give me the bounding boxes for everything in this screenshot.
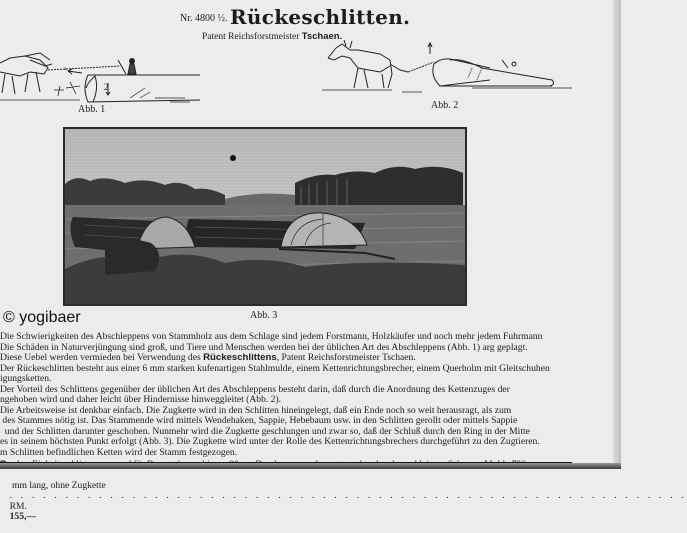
figure-abb1	[0, 48, 200, 108]
price-amount: 155,—	[9, 511, 36, 523]
text-line	[0, 364, 574, 375]
svg-text:2: 2	[104, 82, 109, 92]
text-line-content: m Schlitten befindlichen Ketten wird der Stamm festgezogen.	[0, 447, 238, 459]
text-line-content: Die Arbeitsweise ist denkbar einfach. Die Zugkette wird in den Schlitten hineingelegt, daß ein Ende noch so weit herausragt, als zum	[0, 404, 512, 416]
horses-dragging-log-illustration	[0, 48, 200, 108]
text-line	[0, 448, 574, 459]
text-line-content: Der Vorteil des Schlittens gegenüber der üblichen Art des Abschleppens besteht darin, daß durch die Anordnung des Kettenzuges der	[0, 383, 510, 395]
figure-abb3-image	[63, 127, 467, 306]
horse-pulling-sled-illustration	[322, 38, 572, 100]
description-text	[0, 331, 687, 523]
price-item: mm lang, ohne Zugkette	[9, 479, 106, 491]
text-line-content: und der Schlitten darunter geschoben. Nunmehr wird die Zugkette geschlungen und zwar so, daß der Schluß durch den Ring in der Mitte	[0, 425, 530, 437]
leader-dots: . . . . . . . . . . . . . . . . . . . . . . . . . . . . . . . . . . . . . . . . . . . . . . . . . . . . . . . . . . . . .	[9, 490, 687, 502]
figure-abb2	[322, 38, 572, 100]
page-edge-shadow	[613, 0, 621, 469]
page-title: Rückeschlitten.	[230, 5, 411, 29]
product-name-bold: Rückeschlittens	[203, 352, 277, 364]
subtitle-name: Tschaen.	[301, 31, 343, 42]
forest-clearing-logs-engraving	[65, 129, 465, 304]
figure-abb1-caption: Abb. 1	[78, 104, 106, 115]
price-currency: RM.	[9, 500, 30, 512]
svg-text:a: a	[64, 67, 67, 72]
text-line-content: Der Rückeschlitten besteht aus einer 6 mm starken kufenartigen Stahlmulde, einem Kettenrichtungsbrecher, einem Querholm mit Gleitschuhen	[0, 362, 550, 374]
figure-abb3-caption: Abb. 3	[250, 310, 278, 321]
price-amount-line	[0, 470, 687, 523]
text-line-content: Diese Uebel werden vermieden bei Verwendung des	[0, 352, 204, 364]
catalog-number: Nr. 4800 ½.	[180, 13, 228, 24]
text-line-content: es in seinem höchsten Punkt erfolgt (Abb. 3). Die Zugkette wird unter der Rolle des Kettenrichtungsbrechers durchgeführt zu den Zugtieren.	[0, 436, 540, 448]
text-line-content: Die Schwierigkeiten des Abschleppens von Stammholz aus dem Schlage sind jedem Forstmann, Holzkäufer und noch mehr jedem Fuhrmann	[0, 331, 543, 342]
text-line-content: , Patent Reichsforstmeister Tschaen.	[276, 352, 416, 364]
text-line-content: ngehoben wird und daher leicht über Hindernisse hinweggleitet (Abb. 2).	[0, 394, 282, 406]
text-line-content: Die Schäden in Naturverjüngung sind groß, und Tiere und Menschen werden bei der üblichen Art des Abschleppens (Abb. 1) arg geplagt.	[0, 341, 528, 353]
page-bottom-shadow	[0, 463, 621, 469]
text-line-content: des Stammes nötig ist. Das Stammende wird mittels Wendehaken, Sappie, Hebebaum usw. in den Schlitten gerollt oder mittels Sappie	[0, 415, 518, 427]
text-line-content: igungsketten.	[0, 373, 52, 385]
figure-abb2-caption: Abb. 2	[431, 100, 459, 111]
watermark: © yogibaer	[3, 309, 81, 326]
subtitle-prefix: Patent Reichsforstmeister	[202, 32, 300, 42]
